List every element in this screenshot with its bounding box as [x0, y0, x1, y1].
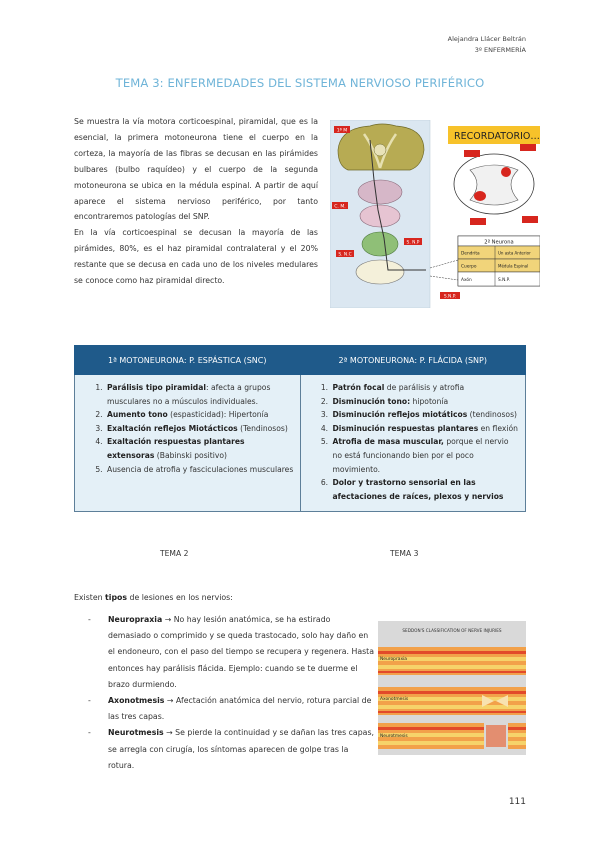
figure-title: SEDDON'S CLASSIFICATION OF NERVE INJURIES	[402, 628, 502, 633]
list-item: 5. Ausencia de atrofia y fasciculaciones musculares	[105, 463, 294, 477]
col1-header: 1ª MOTONEURONA: P. ESPÁSTICA (SNC)	[75, 346, 301, 375]
caption-tema-3: TEMA 3	[390, 549, 419, 558]
list-item: 2. Disminución tono: hipotonía	[331, 395, 520, 409]
label-snp-2: S.N.P.	[443, 294, 457, 300]
row-dendrita-key: Dendrita	[461, 251, 480, 257]
list-item: 1. Patrón focal de parálisis y atrofia	[331, 381, 520, 395]
author-name: Alejandra Llácer Beltrán	[447, 35, 526, 43]
row-cuerpo-value: Médula Espinal	[498, 263, 529, 269]
list-item-neuropraxia: - Neuropraxia → No hay lesión anatómica, se ha estirado demasiado o comprimido y se queda trastocado, solo hay daño en el endoneuro, con el paso del tiempo se recupera y regenera. Hasta entonces hay parálisis flácida. Ejemplo: cuando se te duerme el brazo durmiendo.	[74, 612, 374, 693]
col1-cell	[75, 375, 301, 512]
label-axonotmesis: Axonotmesis	[380, 697, 409, 702]
second-neuron-title: 2ª Neurona	[484, 239, 514, 246]
col2-header: 2ª MOTONEURONA: P. FLÁCIDA (SNP)	[300, 346, 526, 375]
motoneuron-comparison-table	[74, 345, 526, 512]
list-item: 3. Disminución reflejos miotáticos (tendinosos)	[331, 408, 520, 422]
row-dendrita-value: Un asta Anterior	[498, 250, 531, 256]
page-number: 111	[508, 797, 526, 807]
list-item: 2. Aumento tono (espasticidad): Hipertonía	[105, 408, 294, 422]
label-neuropraxia: Neuropraxia	[380, 657, 407, 662]
label-cortex: C. M.	[334, 204, 346, 210]
course-name: 3º ENFERMERÍA	[474, 46, 526, 54]
label-neurotmesis: Neurotmesis	[380, 734, 408, 739]
label-snp: S. N.P	[406, 240, 420, 246]
midbrain-shape	[358, 180, 402, 204]
list-item: 3. Exaltación reflejos Miotácticos (Tendinosos)	[105, 422, 294, 436]
list-item: 4. Disminución respuestas plantares en flexión	[331, 422, 520, 436]
corticospinal-pathway-figure	[330, 120, 540, 308]
intro-paragraph-1: Se muestra la vía motora corticoespinal, piramidal, que es la esencial, la primera motoneurona tiene el cuerpo en la corteza, la mayoría de las fibras se decusan en las pirámides bulbares (bulbo raquídeo) y el cuerpo de la segunda motoneurona se ubica en la médula espinal. A partir de aquí aparece el sistema nervioso periférico, por tanto encontraremos patologías del SNP.	[74, 117, 318, 222]
list-item: 5. Atrofia de masa muscular, porque el nervio no está funcionando bien por el poco movimiento.	[331, 435, 520, 476]
page-title: TEMA 3: ENFERMEDADES DEL SISTEMA NERVIOSO PERIFÉRICO	[115, 76, 485, 90]
list-item-neurotmesis: - Neurotmesis → Se pierde la continuidad y se dañan las tres capas, se arregla con cirugía, los síntomas aparecen de golpe tras la rotura.	[74, 725, 374, 774]
page-header	[448, 34, 526, 56]
caption-tema-2: TEMA 2	[160, 549, 189, 558]
lesions-intro: Existen tipos de lesiones en los nervios:	[74, 593, 233, 602]
list-item: 6. Dolor y trastorno sensorial en las afectaciones de raíces, plexos y nervios	[331, 476, 520, 503]
list-item: 4. Exaltación respuestas plantares extensoras (Babinski positivo)	[105, 435, 294, 462]
label-first-motor: 1ª M	[336, 128, 348, 134]
spinal-cord-shape	[356, 260, 404, 284]
seddon-classification-figure	[378, 621, 526, 755]
intro-paragraph-2: En la vía corticoespinal se decusan la mayoría de las pirámides, 80%, es el haz piramidal contralateral y el 20% restante que se decusa en cada uno de los niveles medulares se conoce como haz piramidal directo.	[74, 228, 318, 286]
row-axon-key: Axón	[461, 278, 472, 283]
col2-cell	[300, 375, 526, 512]
pons-shape	[360, 205, 400, 227]
medulla-shape	[362, 232, 398, 256]
list-item: 1. Parálisis tipo piramidal: afecta a grupos musculares no a músculos individuales.	[105, 381, 294, 408]
list-item-axonotmesis: - Axonotmesis → Afectación anatómica del nervio, rotura parcial de las tres capas.	[74, 693, 374, 725]
second-neuron-table	[458, 236, 540, 286]
recordatorio-text: RECORDATORIO…	[454, 131, 540, 142]
intro-text	[74, 114, 318, 289]
label-snc: S. N.C	[338, 252, 352, 258]
row-axon-value: S.N.P.	[498, 278, 510, 283]
row-cuerpo-key: Cuerpo	[461, 264, 477, 270]
lesion-types-list	[74, 612, 374, 774]
